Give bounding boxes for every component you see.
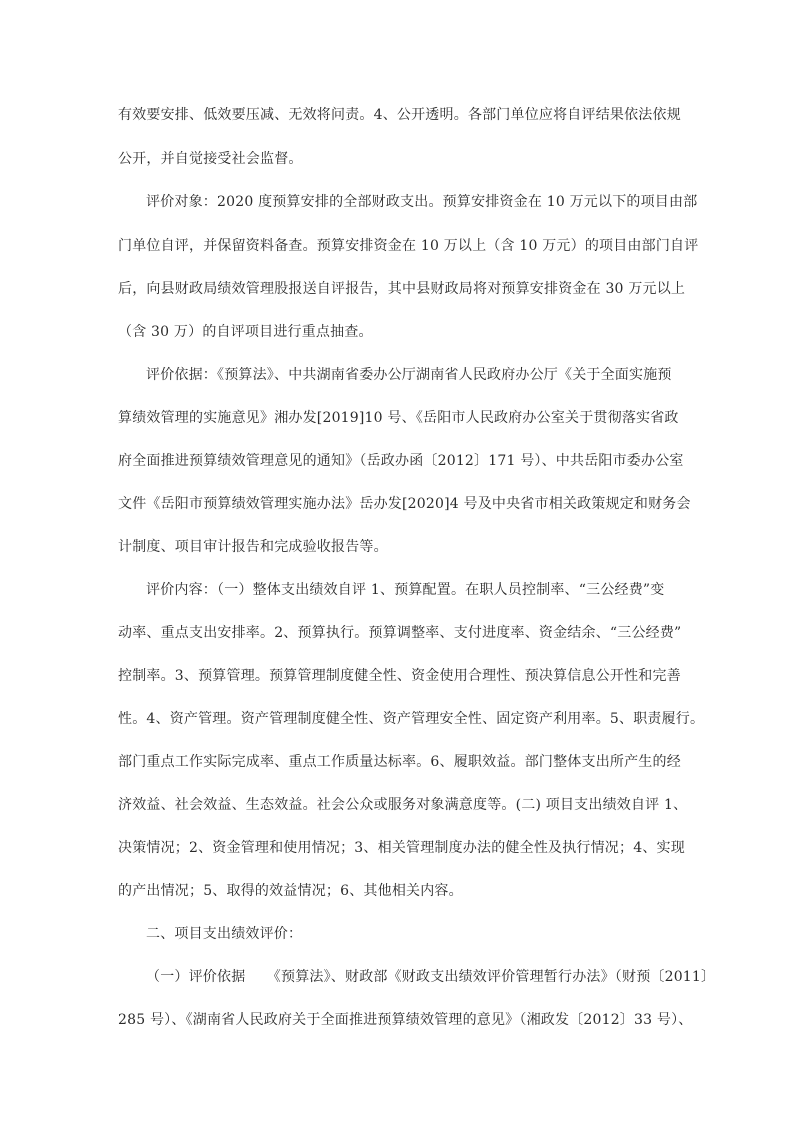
text-line: 的产出情况；5、取得的效益情况；6、其他相关内容。: [118, 883, 463, 899]
text-line: 控制率。3、预算管理。预算管理制度健全性、资金使用合理性、预决算信息公开性和完善: [118, 668, 681, 684]
text-line: （含 30 万）的自评项目进行重点抽查。: [118, 324, 373, 340]
text-line: 后，向县财政局绩效管理股报送自评报告，其中县财政局将对预算安排资金在 30 万元以上: [118, 281, 686, 297]
paragraph-evaluation-object: 评价对象：2020 度预算安排的全部财政支出。预算安排资金在 10 万元以下的项目由部: [146, 194, 698, 210]
text-line: 文件《岳阳市预算绩效管理实施办法》岳办发[2020]4 号及中央省市相关政策规定和财务会: [118, 496, 691, 512]
paragraph-evaluation-basis: 评价依据：《预算法》、中共湖南省委办公厅湖南省人民政府办公厅《关于全面实施预: [146, 367, 672, 383]
text-line: 性。4、资产管理。资产管理制度健全性、资产管理安全性、固定资产利用率。5、职责履行。: [118, 711, 705, 727]
text-line: 算绩效管理的实施意见》湘办发[2019]10 号、《岳阳市人民政府办公室关于贯彻落实省政: [118, 410, 679, 426]
text-line: 府全面推进预算绩效管理意见的通知》（岳政办函〔2012〕171 号）、中共岳阳市委办公室: [118, 453, 684, 469]
text-line: 部门重点工作实际完成率、重点工作质量达标率。6、履职效益。部门整体支出所产生的经: [118, 754, 681, 770]
text-line: 有效要安排、低效要压减、无效将问责。4、公开透明。各部门单位应将自评结果依法依规: [118, 107, 681, 123]
text-line: 动率、重点支出安排率。2、预算执行。预算调整率、支付进度率、资金结余、“三公经费”: [118, 625, 682, 641]
text-line: 285 号）、《湖南省人民政府关于全面推进预算绩效管理的意见》（湘政发〔2012〕33 号）、: [118, 1012, 693, 1028]
paragraph-evaluation-content: 评价内容：（一）整体支出绩效自评 1、预算配置。在职人员控制率、“三公经费”变: [146, 582, 665, 598]
text-line: 决策情况；2、资金管理和使用情况；3、相关管理制度办法的健全性及执行情况；4、实现: [118, 840, 685, 856]
text-line: 计制度、项目审计报告和完成验收报告等。: [118, 539, 388, 555]
text-line: 门单位自评，并保留资料备查。预算安排资金在 10 万以上（含 10 万元）的项目由部门自评: [118, 238, 699, 254]
paragraph-project-basis: （一）评价依据 《预算法》、财政部《财政支出绩效评价管理暂行办法》（财预〔2011〕: [146, 969, 716, 985]
text-line: 公开，并自觉接受社会监督。: [118, 151, 303, 167]
section-heading: 二、项目支出绩效评价：: [146, 926, 303, 942]
text-line: 济效益、社会效益、生态效益。社会公众或服务对象满意度等。(二) 项目支出绩效自评 1、: [118, 797, 688, 813]
